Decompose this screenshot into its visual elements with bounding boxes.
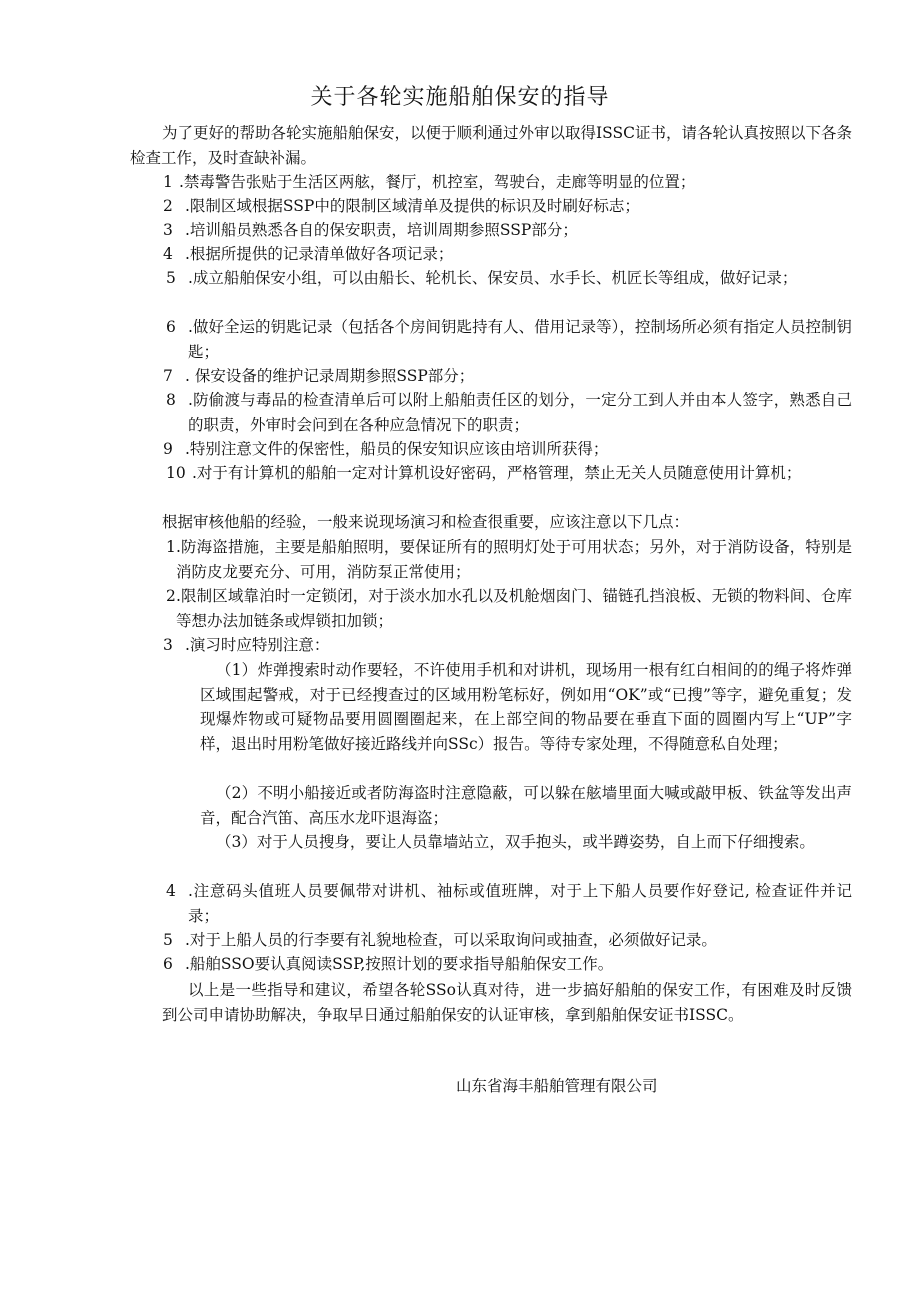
item-text: . 保安设备的维护记录周期参照SSP部分； bbox=[185, 367, 475, 385]
experience-heading: 根据审核他船的经验，一般来说现场演习和检查很重要，应该注意以下几点： bbox=[162, 513, 690, 531]
item-number: 7 bbox=[163, 367, 173, 385]
item-number: 2 bbox=[166, 587, 176, 605]
item-number: 2 bbox=[163, 197, 173, 215]
company-signature: 山东省海丰船舶管理有限公司 bbox=[456, 1077, 658, 1095]
item-text: .限制区域靠泊时一定锁闭，对于淡水加水孔以及机舱烟囱门、锚链孔挡浪板、无锁的物料间、仓库等想办法加链条或焊锁扣加锁； bbox=[176, 587, 852, 630]
item-text: .防偷渡与毒品的检查清单后可以附上船舶责任区的划分，一定分工到人并由本人签字，熟悉自己的职责，外审时会问到在各种应急情况下的职责； bbox=[188, 391, 852, 434]
item-number: 4 bbox=[166, 882, 176, 900]
item-text: .成立船舶保安小组，可以由船长、轮机长、保安员、水手长、机匠长等组成，做好记录； bbox=[188, 269, 798, 287]
item-text: .对于有计算机的船舶一定对计算机设好密码，严格管理，禁止无关人员随意使用计算机； bbox=[192, 464, 802, 482]
item-text: .注意码头值班人员要佩带对讲机、袖标或值班牌，对于上下船人员要作好登记, 检查证件并记录； bbox=[188, 882, 852, 925]
document-title: 关于各轮实施船舶保安的指导 bbox=[310, 85, 610, 110]
item-text: .特别注意文件的保密性，船员的保安知识应该由培训所获得； bbox=[185, 440, 609, 458]
item-text: .根据所提供的记录清单做好各项记录； bbox=[185, 245, 454, 263]
intro-paragraph: 为了更好的帮助各轮实施船舶保安，以便于顺利通过外审以取得ISSC证书，请各轮认真按照以下各条检查工作，及时查缺补漏。 bbox=[130, 124, 852, 167]
item-number: 3 bbox=[163, 636, 173, 654]
item-text: .培训船员熟悉各自的保安职责，培训周期参照SSP部分； bbox=[185, 221, 578, 239]
drill-subitem-3: （3）对于人员搜身，要让人员靠墙站立，双手抱头，或半蹲姿势，自上而下仔细搜索。 bbox=[216, 833, 815, 851]
item-number: 9 bbox=[163, 440, 173, 458]
item-number: 4 bbox=[163, 245, 173, 263]
closing-paragraph: 以上是一些指导和建议，希望各轮SSo认真对待，进一步搞好船舶的保安工作，有困难及时反馈到公司申请协助解决，争取早日通过船舶保安的认证审核，拿到船舶保安证书ISSC。 bbox=[162, 981, 852, 1024]
drill-subitem-2: （2）不明小船接近或者防海盗时注意隐蔽，可以躲在舷墙里面大喊或敲甲板、铁盆等发出声音，配合汽笛、高压水龙吓退海盗； bbox=[200, 784, 852, 827]
item-text: .船舶SSO要认真阅读SSP,按照计划的要求指导船舶保安工作。 bbox=[185, 955, 614, 973]
item-number: 5 bbox=[163, 931, 173, 949]
item-number: 6 bbox=[166, 318, 176, 336]
item-text: .演习时应特别注意： bbox=[185, 636, 330, 654]
item-number: 1 bbox=[166, 538, 176, 556]
item-text: .做好全运的钥匙记录（包括各个房间钥匙持有人、借用记录等），控制场所必须有指定人员控制钥匙； bbox=[188, 318, 852, 361]
drill-subitem-1: （1）炸弹搜索时动作要轻，不许使用手机和对讲机，现场用一根有红白相间的的绳子将炸弹区域围起警戒，对于已经搜查过的区域用粉笔标好，例如用“OK”或“已搜”等字，避免重复；发现爆炸物或可疑物品要用圆圈圈起来，在上部空间的物品要在垂直下面的圆圈内写上“UP”字样，退出时用粉笔做好接近路线并向SSc）报告。等待专家处理，不得随意私自处理； bbox=[200, 661, 852, 753]
item-text: .限制区域根据SSP中的限制区域清单及提供的标识及时刷好标志； bbox=[185, 197, 640, 215]
item-text: .对于上船人员的行李要有礼貌地检查，可以采取询问或抽查，必须做好记录。 bbox=[185, 931, 717, 949]
item-number: 8 bbox=[166, 391, 176, 409]
item-number: 1 bbox=[163, 173, 173, 191]
item-number: 6 bbox=[163, 955, 173, 973]
item-text: .防海盗措施，主要是船舶照明，要保证所有的照明灯处于可用状态；另外，对于消防设备，特别是消防皮龙要充分、可用，消防泵正常使用； bbox=[176, 538, 852, 581]
item-text: .禁毒警告张贴于生活区两舷，餐厅，机控室，驾驶台，走廊等明显的位置； bbox=[179, 173, 696, 191]
item-number: 3 bbox=[163, 221, 173, 239]
item-number: 10 bbox=[166, 464, 186, 482]
item-number: 5 bbox=[166, 269, 176, 287]
